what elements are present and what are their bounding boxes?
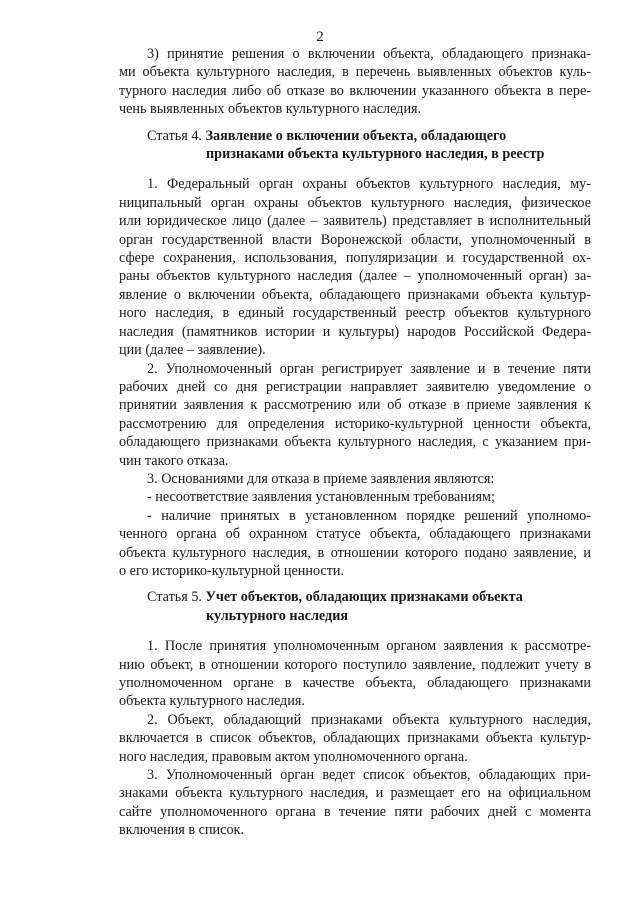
paragraph-line: чин такого отказа. (119, 452, 229, 469)
article-4-title-line-1: Заявление о включении объекта, обладающего (205, 127, 507, 144)
paragraph-line: сайте уполномоченного органа в течение пяти рабочих дней с момента (119, 803, 591, 820)
article-5-heading (119, 588, 591, 625)
paragraph-line: 2. Объект, обладающий признаками объекта культурного наследия, (147, 711, 591, 728)
paragraph (119, 507, 591, 581)
article-5-title-line-1: Учет объектов, обладающих признаками объекта (205, 589, 523, 606)
paragraph-line: сфере сохранения, использования, популяризации и государственной ох- (119, 250, 591, 267)
article-4-body (119, 175, 591, 580)
page-number: 2 (316, 29, 324, 45)
paragraph-line: объекта культурного наследия, в отношении которого подано заявление, и (119, 544, 591, 561)
paragraph (119, 470, 591, 488)
paragraph (119, 360, 591, 470)
paragraph-line: принятии заявления к рассмотрению или об отказе в приеме заявления к (119, 397, 591, 414)
paragraph-line: - наличие принятых в установленном порядке решений уполномо- (147, 507, 591, 524)
paragraph-line: обладающего признаками объекта культурного наследия, с указанием при- (119, 434, 591, 451)
article-5-title-line-2: культурного наследия (206, 607, 349, 624)
article-5-body (119, 637, 591, 839)
paragraph (119, 637, 591, 711)
paragraph-line: 3. Основаниями для отказа в приеме заявления являются: (147, 470, 495, 487)
paragraph-line: явление о включении объекта, обладающего признаками объекта культур- (119, 286, 591, 303)
paragraph-line: о его историко-культурной ценности. (119, 562, 345, 579)
article-4-title-line-2: признаками объекта культурного наследия, в реестр (206, 146, 545, 163)
article-4-heading (119, 127, 591, 164)
paragraph-line: 1. После принятия уполномоченным органом заявления к рассмотре- (147, 638, 591, 655)
paragraph-line: - несоответствие заявления установленным требованиям; (147, 489, 495, 506)
paragraph-line: 3) принятие решения о включении объекта, обладающего признака- (147, 46, 591, 62)
paragraph-line: знаками объекта культурного наследия, и размещает его на официальном (119, 785, 591, 802)
paragraph-line: включается в список объектов, обладающих признаками объекта культур- (119, 730, 591, 747)
paragraph-line: рассмотрению для определения историко-культурной ценности объекта, (119, 415, 591, 432)
paragraph-line: 1. Федеральный орган охраны объектов культурного наследия, му- (147, 176, 591, 193)
paragraph-line: ми объекта культурного наследия, в перечень выявленных объектов куль- (119, 64, 591, 81)
paragraph (119, 766, 591, 840)
paragraph-line: ченного органа об охранном статусе объекта, обладающего признаками (119, 526, 591, 543)
paragraph-line: объекта культурного наследия. (119, 693, 305, 710)
paragraph-line: включения в список. (119, 822, 244, 839)
paragraph-line: орган государственной власти Воронежской области, уполномоченный в (119, 231, 591, 248)
paragraph-line: чень выявленных объектов культурного наследия. (119, 101, 422, 118)
article-4-prefix: Статья 4. (147, 127, 202, 144)
article-5-prefix: Статья 5. (147, 589, 202, 606)
paragraph-line: ниципальный орган охраны объектов культурного наследия, физическое (119, 194, 591, 211)
paragraph-line: или юридическое лицо (далее – заявитель) представляет в исполнительный (119, 213, 591, 230)
paragraph-line: 3. Уполномоченный орган ведет список объектов, обладающих при- (147, 767, 591, 784)
paragraph-line: ции (далее – заявление). (119, 342, 266, 359)
paragraph-line: рабочих дней со дня регистрации направляет заявителю уведомление о (119, 378, 591, 395)
intro-section (119, 45, 591, 119)
paragraph-line: раны объектов культурного наследия (далее – уполномоченный орган) за- (119, 268, 591, 285)
paragraph (119, 488, 591, 506)
paragraph-line: наследия (памятников истории и культуры) народов Российской Федера- (119, 323, 591, 340)
paragraph-line: ного наследия, в единый государственный реестр объектов культурного (119, 305, 591, 322)
paragraph (119, 711, 591, 766)
document-body (119, 45, 591, 840)
paragraph (119, 45, 591, 119)
paragraph-line: нию объект, в отношении которого поступило заявление, подлежит учету в (119, 656, 591, 673)
paragraph-line: 2. Уполномоченный орган регистрирует заявление и в течение пяти (147, 360, 591, 377)
paragraph (119, 175, 591, 359)
paragraph-line: турного наследия либо об отказе во включении указанного объекта в пере- (119, 82, 591, 99)
paragraph-line: уполномоченном органе в качестве объекта, обладающего признаками (119, 675, 591, 691)
paragraph-line: ного наследия, правовым актом уполномоченного органа. (119, 748, 468, 765)
